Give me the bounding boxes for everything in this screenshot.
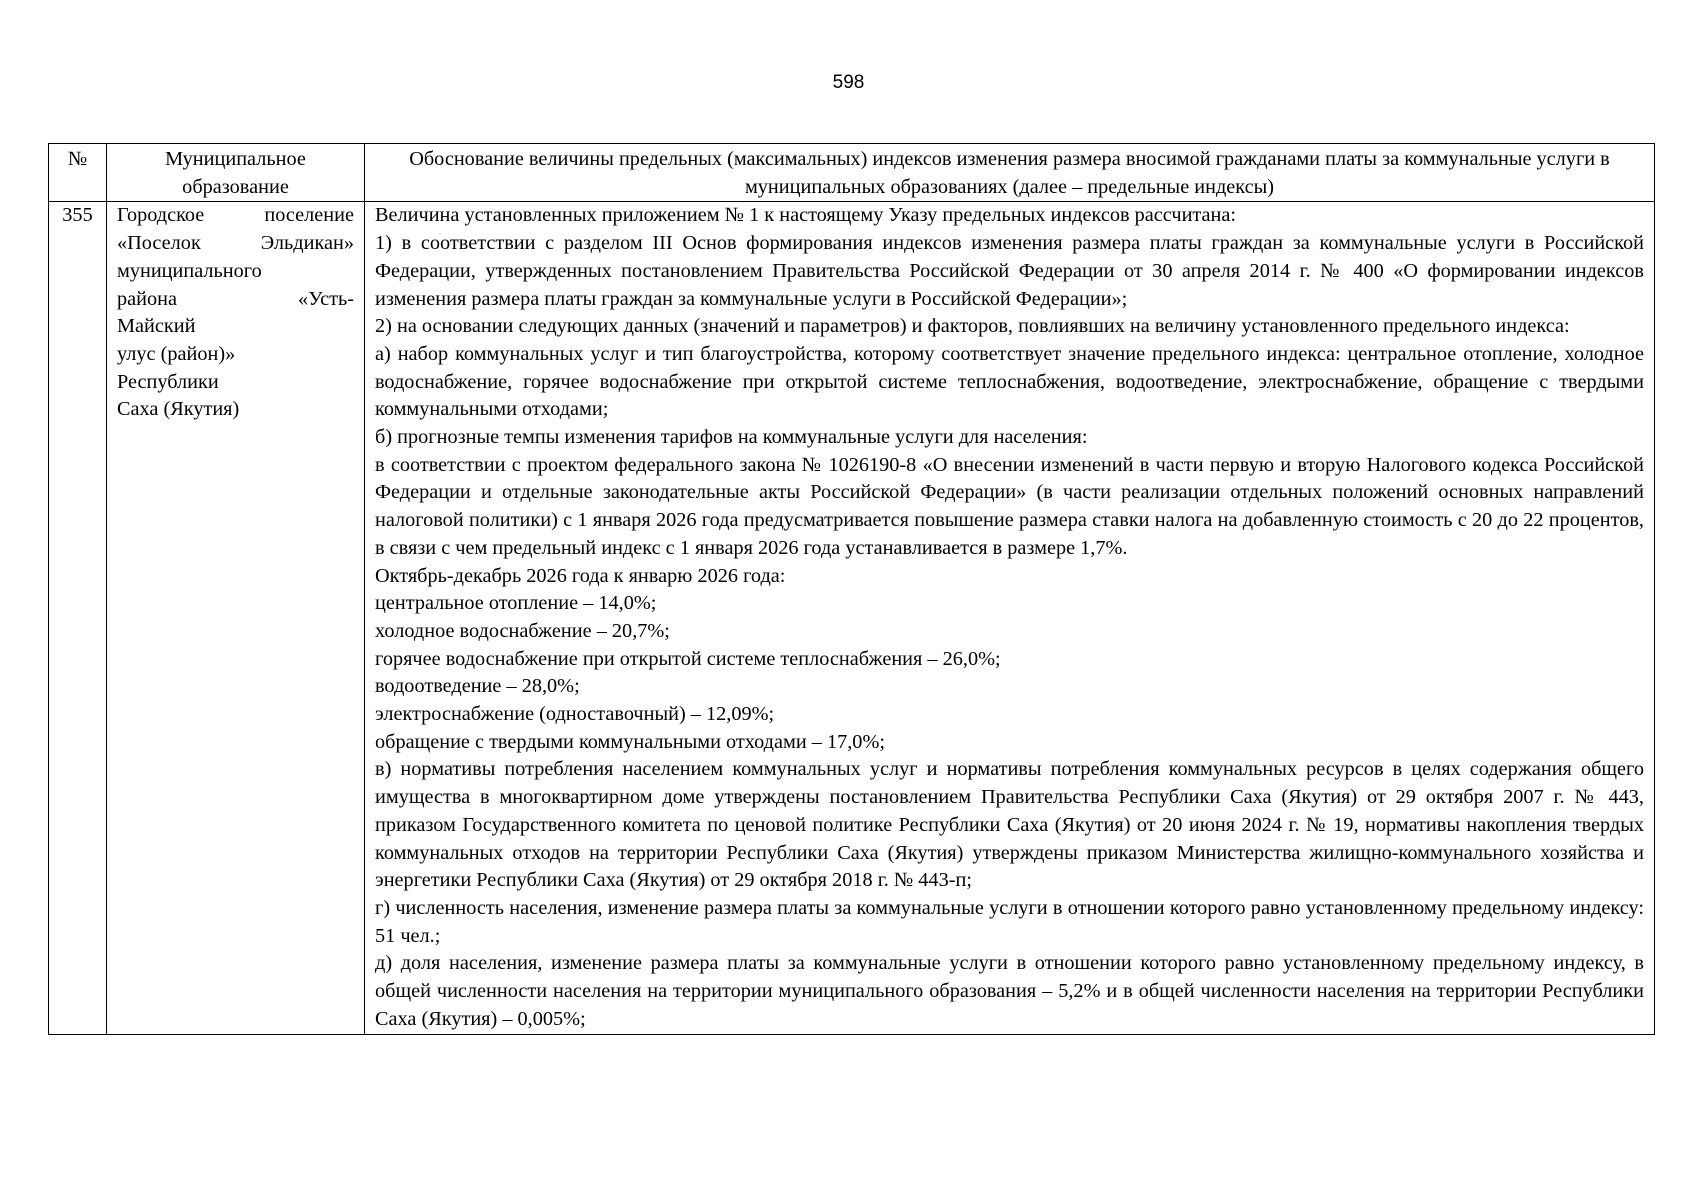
basis-vat-note: в соответствии с проектом федерального закона № 1026190-8 «О внесении изменений в части первую и вторую Налогового кодекса Российской Федерации и отдельные законодательные акты Российской Федерации» (в части реализации отдельных положений основных направлений налоговой политики) с 1 января 2026 года предусматривается повышение размера ставки налога на добавленную стоимость с 20 до 22 процентов, в связи с чем предельный индекс с 1 января 2026 года устанавливается в размере 1,7%. <box>375 453 1644 559</box>
municipality-line: района «Усть- <box>117 287 354 310</box>
rate-cold-water: холодное водоснабжение – 20,7%; <box>375 619 670 642</box>
basis-period: Октябрь-декабрь 2026 года к январю 2026 года: <box>375 564 786 587</box>
basis-item-b: б) прогнозные темпы изменения тарифов на коммунальные услуги для населения: <box>375 426 1088 449</box>
basis-item-a: а) набор коммунальных услуг и тип благоустройства, которому соответствует значение предельного индекса: центральное отопление, холодное водоснабжение, горячее водоснабжение при открытой системе теплоснабжения, водоотведение, электроснабжение, обращение с твердыми коммунальными отходами; <box>375 342 1644 421</box>
municipality-line: Саха (Якутия) <box>117 398 240 421</box>
row-number: 355 <box>49 202 107 1034</box>
basis-cell <box>365 202 1655 1034</box>
table-row <box>49 202 1655 1034</box>
rate-heating: центральное отопление – 14,0%; <box>375 592 657 615</box>
basis-item-1: 1) в соответствии с разделом III Основ формирования индексов изменения размера платы граждан за коммунальные услуги в Российской Федерации, утвержденных постановлением Правительства Российской Федерации от 30 апреля 2014 г. № 400 «О формировании индексов изменения размера платы граждан за коммунальные услуги в Российской Федерации»; <box>375 232 1644 310</box>
header-basis: Обоснование величины предельных (максимальных) индексов изменения размера вносимой гражданами платы за коммунальные услуги в муниципальных образованиях (далее – предельные индексы) <box>365 144 1655 202</box>
page-number: 598 <box>832 72 865 93</box>
rate-solid-waste: обращение с твердыми коммунальными отходами – 17,0%; <box>375 730 885 753</box>
basis-item-d: д) доля населения, изменение размера платы за коммунальные услуги в отношении которого равно установленному предельному индексу, в общей численности населения на территории муниципального образования – 5,2% и в общей численности населения на территории Республики Саха (Якутия) – 0,005%; <box>375 952 1644 1030</box>
basis-item-g: г) численность населения, изменение размера платы за коммунальные услуги в отношении которого равно установленному предельному индексу: 51 чел.; <box>375 896 1644 947</box>
rate-hot-water: горячее водоснабжение при открытой системе теплоснабжения – 26,0%; <box>375 647 1001 670</box>
rate-electricity: электроснабжение (одноставочный) – 12,09%; <box>375 703 775 726</box>
municipality-line: Городское поселение <box>117 204 354 227</box>
municipality-cell <box>107 202 365 1034</box>
header-number: № <box>49 144 107 202</box>
municipality-line: муниципального <box>117 259 262 282</box>
municipality-line: улус (район)» <box>117 342 236 365</box>
basis-intro: Величина установленных приложением № 1 к настоящему Указу предельных индексов рассчитана: <box>375 204 1237 227</box>
municipality-line: Майский <box>117 315 196 338</box>
rate-sewerage: водоотведение – 28,0%; <box>375 675 580 698</box>
index-justification-table <box>48 143 1655 1035</box>
header-municipality: Муниципальное образование <box>107 144 365 202</box>
basis-item-v: в) нормативы потребления населением коммунальных услуг и нормативы потребления коммунальных ресурсов в целях содержания общего имущества в многоквартирном доме утверждены постановлением Правительства Республики Саха (Якутия) от 29 октября 2007 г. № 443, приказом Государственного комитета по ценовой политике Республики Саха (Якутия) от 20 июня 2024 г. № 19, нормативы накопления твердых коммунальных отходов на территории Республики Саха (Якутия) утверждены приказом Министерства жилищно-коммунального хозяйства и энергетики Республики Саха (Якутия) от 29 октября 2018 г. № 443-п; <box>375 758 1644 892</box>
basis-item-2: 2) на основании следующих данных (значений и параметров) и факторов, повлиявших на величину установленного предельного индекса: <box>375 315 1570 338</box>
municipality-line: «Поселок Эльдикан» <box>117 232 354 255</box>
municipality-line: Республики <box>117 370 219 393</box>
table-header-row <box>49 144 1655 202</box>
